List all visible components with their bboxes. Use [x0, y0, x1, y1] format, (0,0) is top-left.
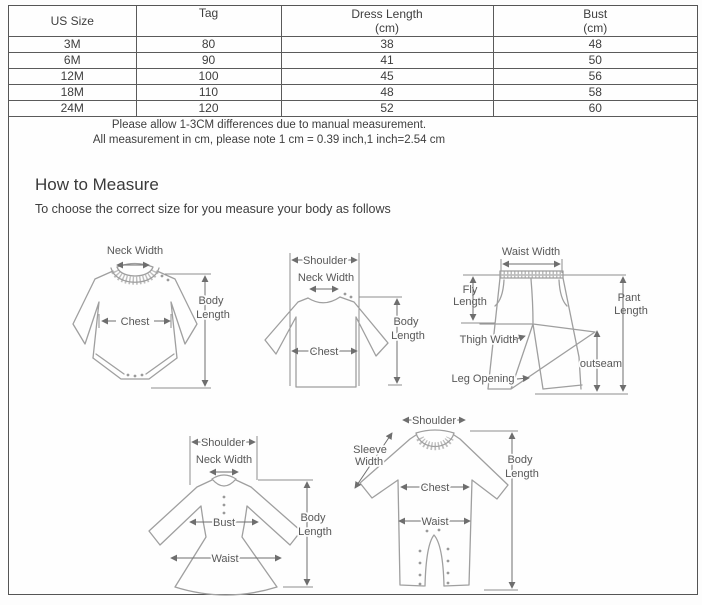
- waist-label: Waist: [421, 516, 449, 528]
- table-row: [9, 68, 697, 84]
- pant-length-label: Pant: [617, 292, 641, 304]
- column-header-bust: [493, 6, 697, 36]
- sleeve-width-label: Width: [354, 456, 384, 468]
- shoulder-label: Shoulder: [411, 415, 457, 427]
- table-cell: 58: [493, 84, 697, 100]
- body-length-label: Body: [507, 454, 533, 466]
- how-to-measure-title: How to Measure: [35, 175, 159, 194]
- column-header-dress-length: [281, 6, 493, 36]
- table-cell: 50: [493, 52, 697, 68]
- table-cell: 100: [136, 68, 281, 84]
- note-line: Please allow 1-3CM differences due to manual measurement.: [111, 119, 427, 131]
- thigh-width-label: Thigh Width: [459, 334, 519, 346]
- romper-diagram: [348, 403, 564, 605]
- chest-label: Chest: [420, 482, 450, 494]
- header-label: US Size: [50, 13, 94, 28]
- table-cell: 12M: [9, 68, 136, 84]
- table-cell: 41: [281, 52, 493, 68]
- pants-diagram: [445, 243, 669, 403]
- bodysuit-diagram: [69, 238, 269, 410]
- table-cell: 90: [136, 52, 281, 68]
- table-cell: 48: [281, 84, 493, 100]
- table-cell: 110: [136, 84, 281, 100]
- table-cell: 3M: [9, 36, 136, 52]
- table-cell: 6M: [9, 52, 136, 68]
- body-length-label: Length: [505, 468, 539, 480]
- column-header-tag: [136, 6, 281, 36]
- measurement-notes: [11, 118, 527, 148]
- header-label: Dress Length: [351, 6, 423, 21]
- body-length-label: Body: [198, 295, 224, 307]
- body-length-label: Length: [298, 526, 332, 538]
- waist-label: Waist: [211, 553, 239, 565]
- shoulder-label: Shoulder: [302, 255, 348, 267]
- column-header-us-size: [9, 6, 136, 36]
- sleeve-width-label: Sleeve: [353, 444, 387, 456]
- table-cell: 45: [281, 68, 493, 84]
- pant-length-label: Length: [614, 305, 648, 317]
- fly-length-label: Length: [453, 296, 487, 308]
- body-length-label: Length: [391, 330, 425, 342]
- shoulder-label: Shoulder: [200, 437, 246, 449]
- shirt-diagram: [262, 244, 440, 406]
- table-cell: 48: [493, 36, 697, 52]
- outseam-label: outseam: [579, 358, 623, 370]
- header-unit: (cm): [583, 20, 608, 35]
- table-cell: 120: [136, 100, 281, 116]
- table-row: [9, 36, 697, 52]
- body-length-label: Body: [393, 316, 419, 328]
- table-cell: 52: [281, 100, 493, 116]
- dress-diagram: [133, 427, 353, 603]
- leg-opening-label: Leg Opening: [451, 373, 515, 385]
- header-label: Bust: [583, 6, 608, 21]
- chest-label: Chest: [120, 316, 150, 328]
- table-cell: 60: [493, 100, 697, 116]
- waist-width-label: Waist Width: [501, 246, 561, 258]
- neck-width-label: Neck Width: [106, 245, 164, 257]
- size-table: [9, 6, 697, 117]
- body-length-label: Length: [196, 309, 230, 321]
- table-row: [9, 100, 697, 116]
- body-length-label: Body: [300, 512, 326, 524]
- table-row: [9, 52, 697, 68]
- table-cell: 18M: [9, 84, 136, 100]
- how-to-measure-subtitle: To choose the correct size for you measure your body as follows: [35, 202, 391, 216]
- table-cell: 24M: [9, 100, 136, 116]
- table-cell: 56: [493, 68, 697, 84]
- size-chart-container: [8, 5, 698, 595]
- neck-width-label: Neck Width: [195, 454, 253, 466]
- fly-length-label: Fly: [462, 284, 478, 296]
- note-line: All measurement in cm, please note 1 cm = 0.39 inch,1 inch=2.54 cm: [92, 134, 446, 146]
- bust-label: Bust: [212, 517, 236, 529]
- header-label: Tag: [198, 6, 219, 20]
- table-header-row: [9, 6, 697, 36]
- chest-label: Chest: [309, 346, 339, 358]
- header-unit: (cm): [375, 20, 399, 35]
- table-cell: 38: [281, 36, 493, 52]
- table-cell: 80: [136, 36, 281, 52]
- table-row: [9, 84, 697, 100]
- neck-width-label: Neck Width: [297, 272, 355, 284]
